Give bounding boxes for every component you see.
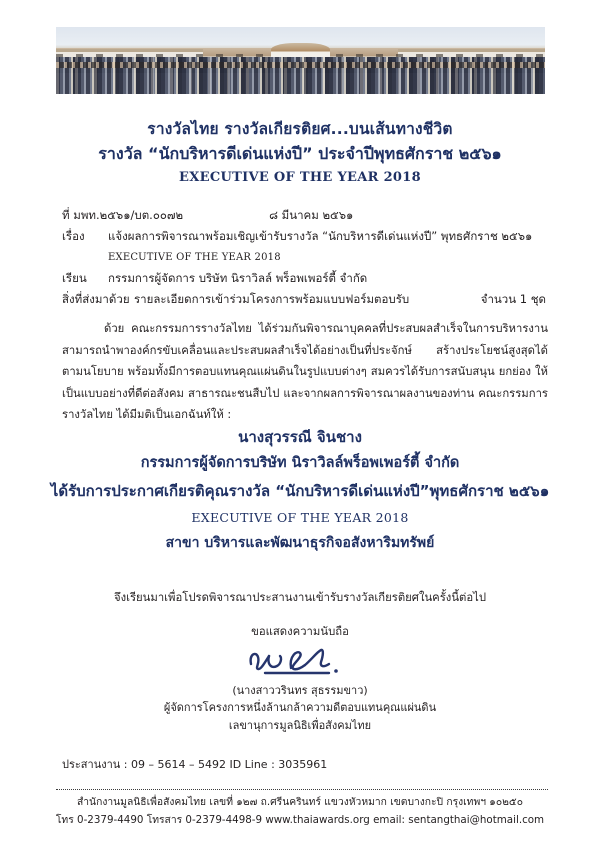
enclosure-row: [62, 289, 546, 310]
attention-row: [62, 268, 546, 289]
letter-body-paragraph: [62, 318, 548, 426]
reference-number: ที่ มพท.๒๕๖๑/บต.๐๐๗๒: [62, 208, 184, 222]
award-title-thai: รางวัล “นักบริหารดีเด่นแห่งปี” ประจำปีพุทธศักราช ๒๕๖๑: [98, 144, 502, 163]
signature-dot-icon: [334, 669, 338, 673]
enclosure-value: รายละเอียดการเข้าร่วมโครงการพร้อมแบบฟอร์มตอบรับ: [134, 292, 410, 306]
enclosure-quantity: จำนวน 1 ชุด: [480, 292, 546, 306]
handwritten-signature-icon: [225, 644, 375, 680]
subject-label: เรื่อง: [62, 229, 85, 243]
attention-value: กรรมการผู้จัดการ บริษัท นิราวิลล์ พร็อพเพอร์ตี้ จำกัด: [108, 271, 368, 285]
recipient-position: กรรมการผู้จัดการบริษัท นิราวิลล์พร็อพเพอร์ตี้ จำกัด: [140, 455, 460, 471]
attention-label: เรียน: [62, 271, 87, 285]
award-field-category: สาขา บริหารและพัฒนาธุรกิจอสังหาริมทรัพย์: [165, 535, 435, 551]
subject-value: แจ้งผลการพิจารณาพร้อมเชิญเข้ารับรางวัล “นักบริหารดีเด่นแห่งปี” พุทธศักราช ๒๕๖๑: [108, 229, 533, 243]
photo-crowd-heads: [56, 62, 545, 69]
award-program-tagline: รางวัลไทย รางวัลเกียรติยศ...บนเส้นทางชีวิต: [147, 120, 453, 138]
subject-subtitle-english: EXECUTIVE OF THE YEAR 2018: [108, 252, 281, 263]
body-text: ด้วย คณะกรรมการรางวัลไทย ได้ร่วมกันพิจารณาบุคคลที่ประสบผลสำเร็จในการบริหารงาน สามารถนำพาองค์กรขับเคลื่อนและประสบผลสำเร็จได้อย่างเป็นที่ประจักษ์ สร้างประโยชน์สูงสุดได้ตามนโยบาย พร้อมทั้งมีการตอบแทนคุณแผ่นดินในรูปแบบต่างๆ สมควรได้รับการสนับสนุน ยกย่อง ให้เป็นแบบอย่างที่ดีต่อสังคม สาธารณะชนสืบไป และจากผลการพิจารณาผลงานของท่าน คณะกรรมการรางวัลไทย ได้มีมติเป็นเอกฉันท์ให้ :: [62, 322, 548, 421]
coordinator-contact-line: ประสานงาน : 09 – 5614 – 5492 ID Line : 3035961: [62, 758, 328, 771]
signature-block: [0, 644, 600, 735]
footer-address: สำนักงานมูลนิธิเพื่อสังคมไทย เลขที่ ๑๒๗ ถ.ศรีนครินทร์ แขวงหัวหมาก เขตบางกะปิ กรุงเทพฯ ๑๐๒๕๐: [76, 796, 523, 808]
award-citation: ได้รับการประกาศเกียรติคุณรางวัล “นักบริหารดีเด่นแห่งปี”พุทธศักราช ๒๕๖๑: [50, 482, 550, 500]
letter-date: ๘ มีนาคม ๒๕๖๑: [269, 208, 354, 222]
award-title-english: EXECUTIVE OF THE YEAR 2018: [179, 170, 421, 185]
subject-row: [62, 226, 546, 247]
document-title-block: [0, 118, 600, 187]
award-recipient-block: [0, 424, 600, 556]
reference-row: [62, 205, 546, 226]
header-group-photo: [56, 27, 545, 101]
footer-divider: [56, 789, 548, 791]
footer-block: [0, 793, 600, 829]
signer-title-primary: ผู้จัดการโครงการหนึ่งล้านกล้าความดีตอบแทนคุณแผ่นดิน: [163, 701, 437, 714]
photo-bottom-fade: [56, 94, 545, 101]
recipient-name: นางสุวรรณี จินชาง: [238, 428, 362, 446]
award-citation-english: EXECUTIVE OF THE YEAR 2018: [191, 510, 409, 525]
footer-contact: โทร 0-2379-4490 โทรสาร 0-2379-4498-9 www.thaiawards.org email: sentangthai@hotmail.com: [55, 814, 545, 826]
regards-line: ขอแสดงความนับถือ: [251, 625, 349, 638]
enclosure-label: สิ่งที่ส่งมาด้วย: [62, 292, 130, 306]
signer-name: (นางสาววรินทร สุธรรมขาว): [232, 684, 368, 697]
signer-title-secondary: เลขานุการมูลนิธิเพื่อสังคมไทย: [228, 719, 372, 732]
letter-meta-block: [62, 205, 546, 310]
closing-sentence: จึงเรียนมาเพื่อโปรดพิจารณาประสานงานเข้ารับรางวัลเกียรติยศในครั้งนี้ต่อไป: [113, 591, 487, 604]
